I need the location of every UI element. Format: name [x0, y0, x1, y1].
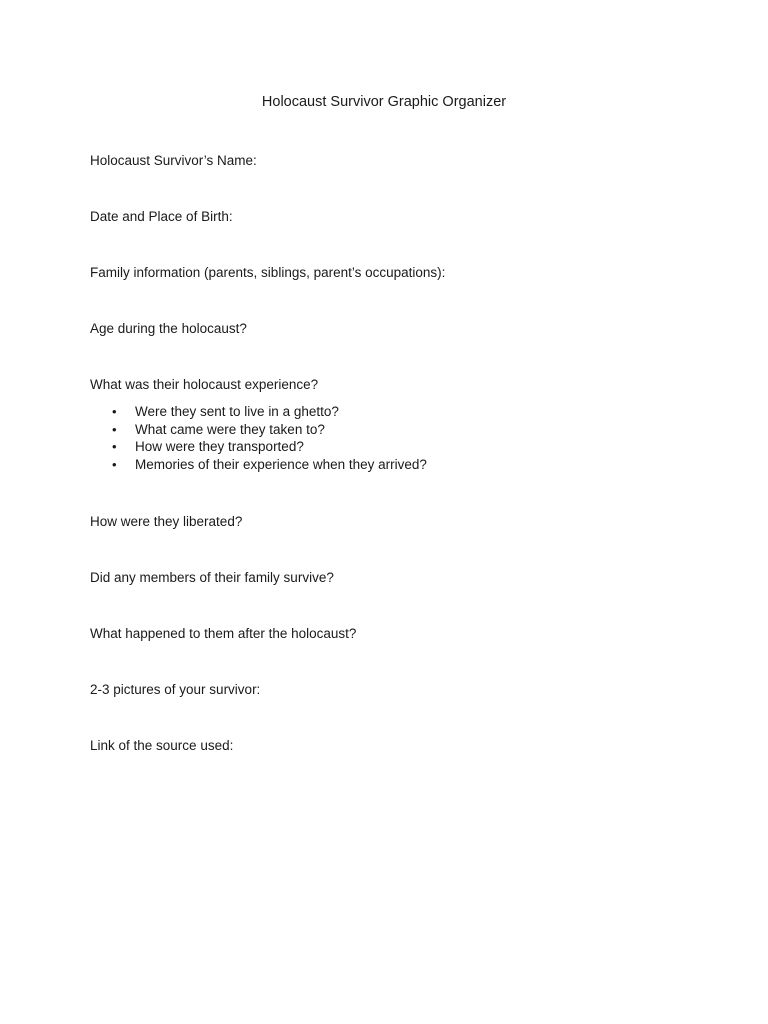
list-item-text: Memories of their experience when they arrived? [135, 457, 427, 473]
question-source-link: Link of the source used: [90, 738, 234, 753]
question-date-place-of-birth: Date and Place of Birth: [90, 209, 233, 224]
question-family-survive: Did any members of their family survive? [90, 570, 334, 585]
question-family-information: Family information (parents, siblings, parent’s occupations): [90, 265, 446, 280]
list-item [90, 421, 427, 439]
question-holocaust-experience: What was their holocaust experience? [90, 377, 319, 392]
question-pictures: 2-3 pictures of your survivor: [90, 682, 261, 697]
list-item [90, 456, 427, 474]
question-age-during-holocaust: Age during the holocaust? [90, 321, 247, 336]
question-after-holocaust: What happened to them after the holocaust? [90, 626, 357, 641]
experience-bullet-list [90, 403, 427, 474]
bullet-icon: • [112, 439, 117, 455]
bullet-icon: • [112, 404, 117, 419]
list-item-text: Were they sent to live in a ghetto? [135, 404, 339, 419]
list-item [90, 438, 427, 456]
bullet-icon: • [112, 421, 117, 437]
list-item-text: What came were they taken to? [135, 421, 325, 437]
list-item [90, 403, 427, 421]
question-how-liberated: How were they liberated? [90, 514, 243, 529]
bullet-icon: • [112, 457, 117, 473]
list-item-text: How were they transported? [135, 439, 304, 455]
question-survivor-name: Holocaust Survivor’s Name: [90, 153, 257, 168]
document-title: Holocaust Survivor Graphic Organizer [261, 94, 507, 110]
